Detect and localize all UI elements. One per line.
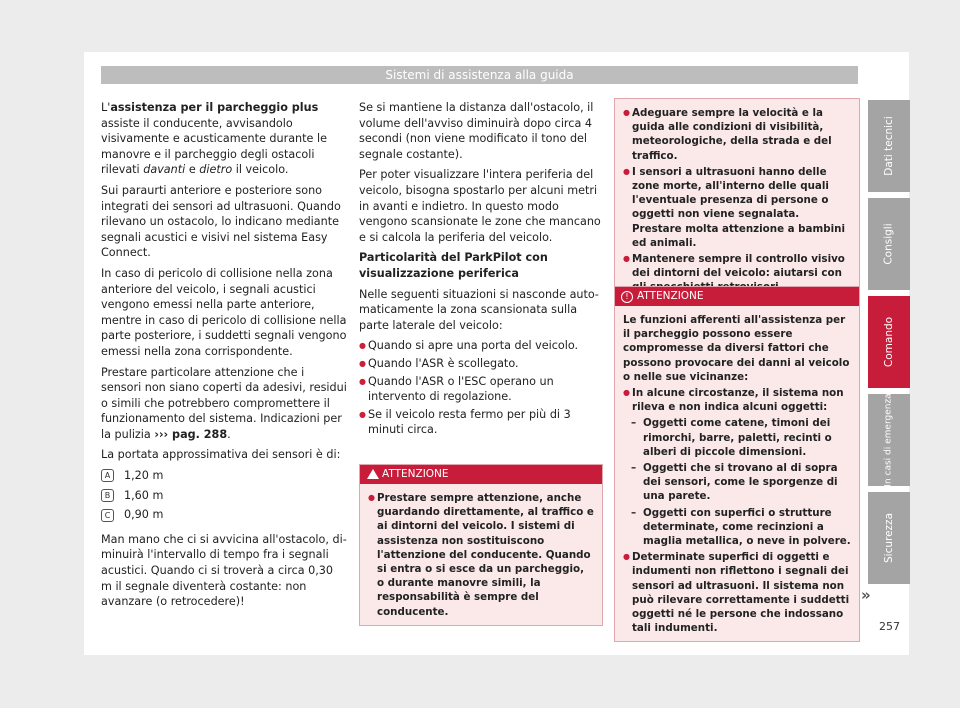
range-paragraph: La portata approssimativa dei sensori è di: (101, 448, 341, 462)
column-left (101, 100, 347, 615)
tab-dati-tecnici[interactable]: Dati tecnici (868, 100, 910, 192)
caution-header: ! ATTENZIONE (615, 287, 859, 306)
sensors-paragraph: Sui paraurti anteriore e posteriore sono integrati dei sensori ad ultrasuoni. Quando rilevano un ostacolo, lo indicano mediante segnali acustici e visivi nel sistema Easy Connect. (101, 183, 341, 260)
list-item: ● Quando l'ASR è scollegato. (359, 356, 603, 372)
column-middle (359, 100, 603, 440)
warning-header: ATTENZIONE (360, 465, 602, 484)
warning-item: ● Mantenere sempre il controllo visivo dei dintorni del veicolo: aiutarsi con (623, 252, 851, 295)
page-reference-link[interactable]: ››› pag. 288 (154, 427, 228, 441)
situations-paragraph: Nelle seguenti situazioni si nasconde automaticamente la zona scansionata sulla parte laterale del veicolo: (359, 287, 599, 332)
tab-consigli[interactable]: Consigli (868, 198, 910, 290)
info-circle-icon: ! (621, 291, 633, 303)
caution-item: ● Determinate superfici di oggetti e indumenti non riflettono i segnali dei sensori ad ultrasuoni. Il sistema non può rilevare correttamente i suddetti oggetti né le persone che indossano tali indumenti. (623, 550, 851, 635)
label-badge-b: B (101, 489, 114, 502)
tab-sicurezza[interactable]: Sicurezza (868, 492, 910, 584)
page-number: 257 (879, 620, 900, 633)
warning-triangle-icon (367, 469, 379, 479)
range-item-c: C 0,90 m (101, 507, 347, 523)
warning-box-continued (614, 98, 860, 302)
caution-subitem: – Oggetti come catene, timoni dei rimorchi, barre, paletti, recinti o alberi di piccole dimensioni. (623, 416, 851, 459)
caution-subitem: – Oggetti con superfici o strutture determinate, come recinzioni a maglia metallica, o neve in polvere. (623, 506, 851, 549)
list-item: ● Quando si apre una porta del veicolo. (359, 338, 603, 354)
tab-emergenza[interactable]: In casi di emergenza (868, 394, 910, 486)
continue-arrow-icon: » (861, 586, 871, 604)
caution-intro: Le funzioni afferenti all'assistenza per il parcheggio possono essere compromesse da diversi fattori che possono provocare dei danni al veicolo o nelle sue vicinanze: (623, 314, 850, 383)
list-item: ● Quando l'ASR o l'ESC operano un intervento di regolazione. (359, 374, 603, 405)
page-title: Sistemi di assistenza alla guida (101, 66, 858, 84)
periphery-paragraph: Per poter visualizzare l'intera periferia del veicolo, bisogna spostarlo per alcuni metri in avanti e indietro. In questo modo vengono scansionate le zone che mancano e si calcola la periferia del veicolo. (359, 168, 601, 244)
intro-paragraph: L'assistenza per il parcheggio plus assiste il conducente, avvisandolo visivamente e acusticamente durante le manovre e il parcheggio degli ostacoli rilevati davanti e dietro il veicolo. (101, 101, 327, 177)
tab-comando[interactable]: Comando (868, 296, 910, 388)
range-item-a: A 1,20 m (101, 468, 347, 484)
warning-item: ● Prestare sempre attenzione, anche guardando direttamente, al traffico e ai dintorni del veicolo. I sistemi di assistenza non sostituiscono l'attenzione del conducente. Quando si entra o si esce da un parcheggio, o durante manovre simili, la responsabilità è sempre del conducente. (368, 491, 594, 619)
caution-subitem: – Oggetti che si trovano al di sopra dei sensori, come le sporgenze di una parete. (623, 461, 851, 504)
approach-paragraph: Man mano che ci si avvicina all'ostacolo, diminuirà l'intervallo di tempo fra i segnali acustici. Quando ci si troverà a circa 0,30 m il segnale diventerà costante: non avanzare (o retrocedere)! (101, 532, 347, 609)
warning-item: ● I sensori a ultrasuoni hanno delle zone morte, all'interno delle quali l'eventuale presenza di persone o oggetti non viene segnalata. Prestare molta attenzione a bambini ed animali. (623, 165, 851, 250)
caution-box-right (614, 286, 860, 642)
cleaning-paragraph: Prestare particolare attenzione che i sensori non siano coperti da adesivi, residui o simili che potrebbero compromettere il funzionamento del sistema. Indicazioni per la pulizia ››› pag. 288. (101, 365, 347, 441)
caution-item: ● In alcune circostanze, il sistema non rileva e non indica alcuni oggetti: (623, 386, 851, 414)
section-subheading: Particolarità del ParkPilot con visualizzazione periferica (359, 251, 548, 280)
list-item: ● Se il veicolo resta fermo per più di 3 minuti circa. (359, 407, 603, 438)
warning-box-middle (359, 464, 603, 626)
warning-item: ● Adeguare sempre la velocità e la guida alle condizioni di visibilità, meteorologiche, della strada e del traffico. (623, 106, 851, 163)
collision-paragraph: In caso di pericolo di collisione nella zona anteriore del veicolo, i segnali acustici vengono emessi nella parte anteriore, mentre in caso di pericolo di collisione nella parte posteriore, i suddetti segnali vengono emessi nella zona corrispondente. (101, 266, 347, 358)
volume-paragraph: Se si mantiene la distanza dall'ostacolo, il volume dell'avviso diminuirà dopo circa 4 secondi (non viene modificato il tono del segnale costante). (359, 101, 594, 161)
label-badge-a: A (101, 469, 114, 482)
label-badge-c: C (101, 509, 114, 522)
range-item-b: B 1,60 m (101, 488, 347, 504)
